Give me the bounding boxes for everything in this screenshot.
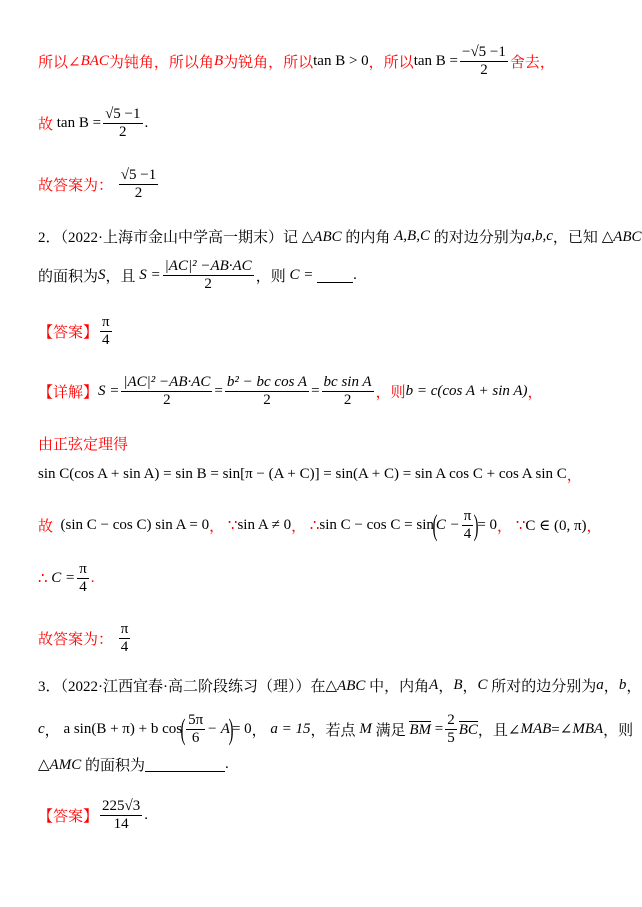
answer-label: 【答案】 — [38, 325, 99, 342]
fraction — [163, 258, 254, 294]
math-text: MBA — [572, 721, 604, 738]
math-text: 的对边分别为 — [433, 230, 524, 246]
math-text: S = — [139, 267, 161, 284]
math-text: 由正弦定理得 — [38, 437, 129, 453]
math-text: 满足 — [375, 723, 406, 740]
math-text: ， — [626, 679, 642, 695]
math-text: 2 — [480, 62, 488, 79]
math-text: 中，内角 — [369, 679, 430, 695]
math-text: ， — [586, 519, 602, 536]
math-text: b = c(cos A + sin A) — [405, 383, 528, 400]
math-text: |AC|² −AB·AC — [163, 258, 254, 276]
math-text: ， — [527, 385, 543, 402]
math-text: ， — [251, 723, 267, 740]
answer-blank — [317, 268, 353, 283]
math-text: MAB — [520, 721, 552, 738]
q2-final-answer — [38, 621, 132, 657]
math: tan B = — [413, 53, 458, 70]
math-text: π — [119, 621, 131, 639]
math-text: ∵ — [227, 518, 238, 535]
math-text: △ABC — [325, 678, 366, 694]
text: 舍去， — [509, 55, 555, 72]
fraction — [445, 712, 457, 748]
math-text: 所对的边分别为 — [491, 679, 597, 695]
q3-answer — [38, 798, 148, 834]
math-text: a,b,c — [523, 228, 553, 244]
math-text: 4 — [120, 639, 129, 656]
math-text: 14 — [113, 816, 129, 833]
math-text: C = — [289, 267, 314, 284]
math-text: 3．（2022·江西宜春·高二阶段练习（理））在 — [38, 679, 326, 695]
math-text: 4 — [463, 526, 472, 543]
math-text: 的面积为 — [38, 269, 99, 286]
text: 为钝角，所以角 — [108, 55, 214, 72]
math-text: ， — [291, 519, 307, 536]
math-text: △ABC — [301, 229, 342, 245]
fraction — [322, 374, 374, 410]
math-text: 2 — [119, 124, 127, 141]
fraction — [119, 167, 158, 203]
q2-detail — [38, 374, 543, 410]
math-text: π — [77, 561, 89, 579]
math-text: ∴ — [38, 571, 48, 588]
text: . — [144, 115, 149, 132]
math-text: −√5 −1 — [460, 44, 508, 62]
parenthesis: ) — [228, 712, 234, 746]
math: B — [213, 53, 224, 70]
math-text: A,B,C — [394, 228, 430, 244]
math-text: ，且∠ — [477, 723, 521, 740]
math-text: π — [462, 508, 474, 526]
sine-law-text — [38, 433, 128, 454]
math-text: ，已知 — [552, 230, 598, 246]
math-text: . — [90, 570, 95, 587]
math-text: ∵ — [515, 518, 526, 535]
math-text: = 0 — [477, 517, 498, 534]
q2-answer — [38, 314, 114, 350]
math-text: = — [214, 383, 223, 400]
text: 所以∠ — [38, 55, 81, 72]
math-text: 5 — [447, 730, 455, 747]
math-text: ， — [497, 519, 513, 536]
math-text: C — [477, 677, 488, 693]
q2-line1 — [38, 226, 642, 247]
text: 故答案为： — [38, 178, 114, 195]
math-text: =∠ — [551, 722, 573, 739]
math-text: = 0 — [231, 721, 252, 738]
math-text: sin C − cos C = sin — [319, 517, 434, 534]
q2-eq2 — [38, 508, 602, 544]
answer-label: 【答案】 — [38, 809, 99, 826]
math-text: 2 — [163, 392, 171, 409]
math-text: sin C(cos A + sin A) = sin B = sin[π − (A + C)] = sin(A + C) = sin A cos C + cos A sin C — [38, 466, 567, 482]
math-text: ∴ — [309, 518, 320, 535]
math-text: 2．（2022·上海市金山中学高一期末）记 — [38, 230, 298, 246]
math-text: ，则 — [375, 385, 406, 402]
math-text: ， — [438, 679, 454, 695]
fraction — [186, 712, 205, 748]
math-text: √5 −1 — [119, 167, 158, 185]
math-text: S = — [98, 383, 120, 400]
fraction — [100, 314, 112, 350]
fraction — [119, 621, 131, 657]
math-text: △AMC — [38, 757, 82, 773]
math-text: a = 15 — [270, 721, 311, 738]
math-text: . — [353, 267, 357, 284]
math-text: = — [311, 383, 320, 400]
math-text: c — [38, 721, 45, 738]
math: tan B > 0 — [313, 53, 369, 70]
line-obtuse-angle — [38, 44, 555, 80]
line-tan-b — [38, 106, 148, 142]
math-text: 2 — [263, 392, 271, 409]
math-text: △ABC — [601, 229, 642, 245]
math-text: π — [100, 314, 112, 332]
math-text: 225√3 — [100, 798, 142, 816]
math-text: ，则 — [255, 269, 286, 286]
text: 故 — [38, 117, 54, 134]
math-text: ， — [209, 519, 225, 536]
math-text: M — [359, 721, 372, 738]
math-text: . — [224, 756, 229, 772]
parenthesis: ( — [432, 508, 438, 542]
fraction — [225, 374, 309, 410]
q3-line1 — [38, 675, 641, 696]
math-text: 6 — [191, 730, 200, 747]
math-text: |AC|² −AB·AC — [121, 374, 212, 392]
math: BAC — [80, 53, 109, 70]
math-text: 2 — [134, 185, 143, 202]
fraction — [77, 561, 89, 597]
math-text: a sin(B + π) + b cos — [63, 721, 183, 738]
math-text: b² − bc cos A — [225, 374, 309, 392]
math-text: 4 — [102, 332, 110, 349]
math-text: 的面积为 — [84, 758, 145, 774]
math-text: 2 — [204, 276, 212, 293]
math-text: = — [434, 721, 444, 738]
math-text: ， — [462, 679, 478, 695]
q3-line3 — [38, 754, 229, 775]
math-text: ， — [44, 723, 60, 740]
text: ，所以 — [368, 55, 414, 72]
math-text: 5π — [186, 712, 205, 730]
math-text: S — [98, 267, 106, 284]
math-text: ，则 — [603, 723, 634, 740]
fraction — [103, 106, 142, 142]
math-text: 4 — [79, 579, 87, 596]
math-text: 故答案为： — [38, 632, 114, 649]
parenthesis: ( — [180, 712, 186, 746]
math-text: 2 — [343, 392, 352, 409]
math-text: C = — [51, 570, 76, 587]
math-text: ，若点 — [310, 723, 356, 740]
q3-line2 — [38, 712, 633, 748]
math-text: a — [596, 677, 604, 693]
math-text: A — [429, 677, 439, 693]
math-text: 2 — [445, 712, 457, 730]
answer-blank — [145, 757, 225, 772]
q2-eq3 — [38, 561, 95, 597]
math-text: √5 −1 — [103, 106, 142, 124]
math-text: b — [618, 677, 627, 693]
math: tan B = — [56, 115, 102, 132]
math-text: 的内角 — [345, 230, 391, 246]
math-text: BM — [409, 721, 431, 738]
math-text: C − — [435, 517, 460, 534]
fraction — [121, 374, 212, 410]
math-text: C ∈ (0, π) — [525, 518, 587, 535]
q2-eq1 — [38, 464, 582, 485]
detail-label: 【详解】 — [38, 385, 99, 402]
math-text: ， — [566, 468, 582, 484]
math-text: 故 — [38, 519, 54, 536]
math-text: . — [144, 807, 148, 824]
math-text: ， — [603, 679, 619, 695]
text: 为锐角，所以 — [223, 55, 314, 72]
math-text: bc sin A — [322, 374, 374, 392]
math-text: BC — [458, 721, 478, 738]
math-text: sin A ≠ 0 — [237, 517, 292, 534]
line-answer-1 — [38, 167, 160, 203]
math-text: − A — [207, 721, 230, 738]
fraction — [462, 508, 474, 544]
fraction — [460, 44, 508, 80]
math-text: B — [453, 677, 463, 693]
math-text: ，且 — [105, 269, 136, 286]
math-text: (sin C − cos C) sin A = 0 — [60, 517, 210, 534]
q2-line2 — [38, 258, 357, 294]
fraction — [100, 798, 142, 834]
parenthesis: ) — [473, 508, 479, 542]
